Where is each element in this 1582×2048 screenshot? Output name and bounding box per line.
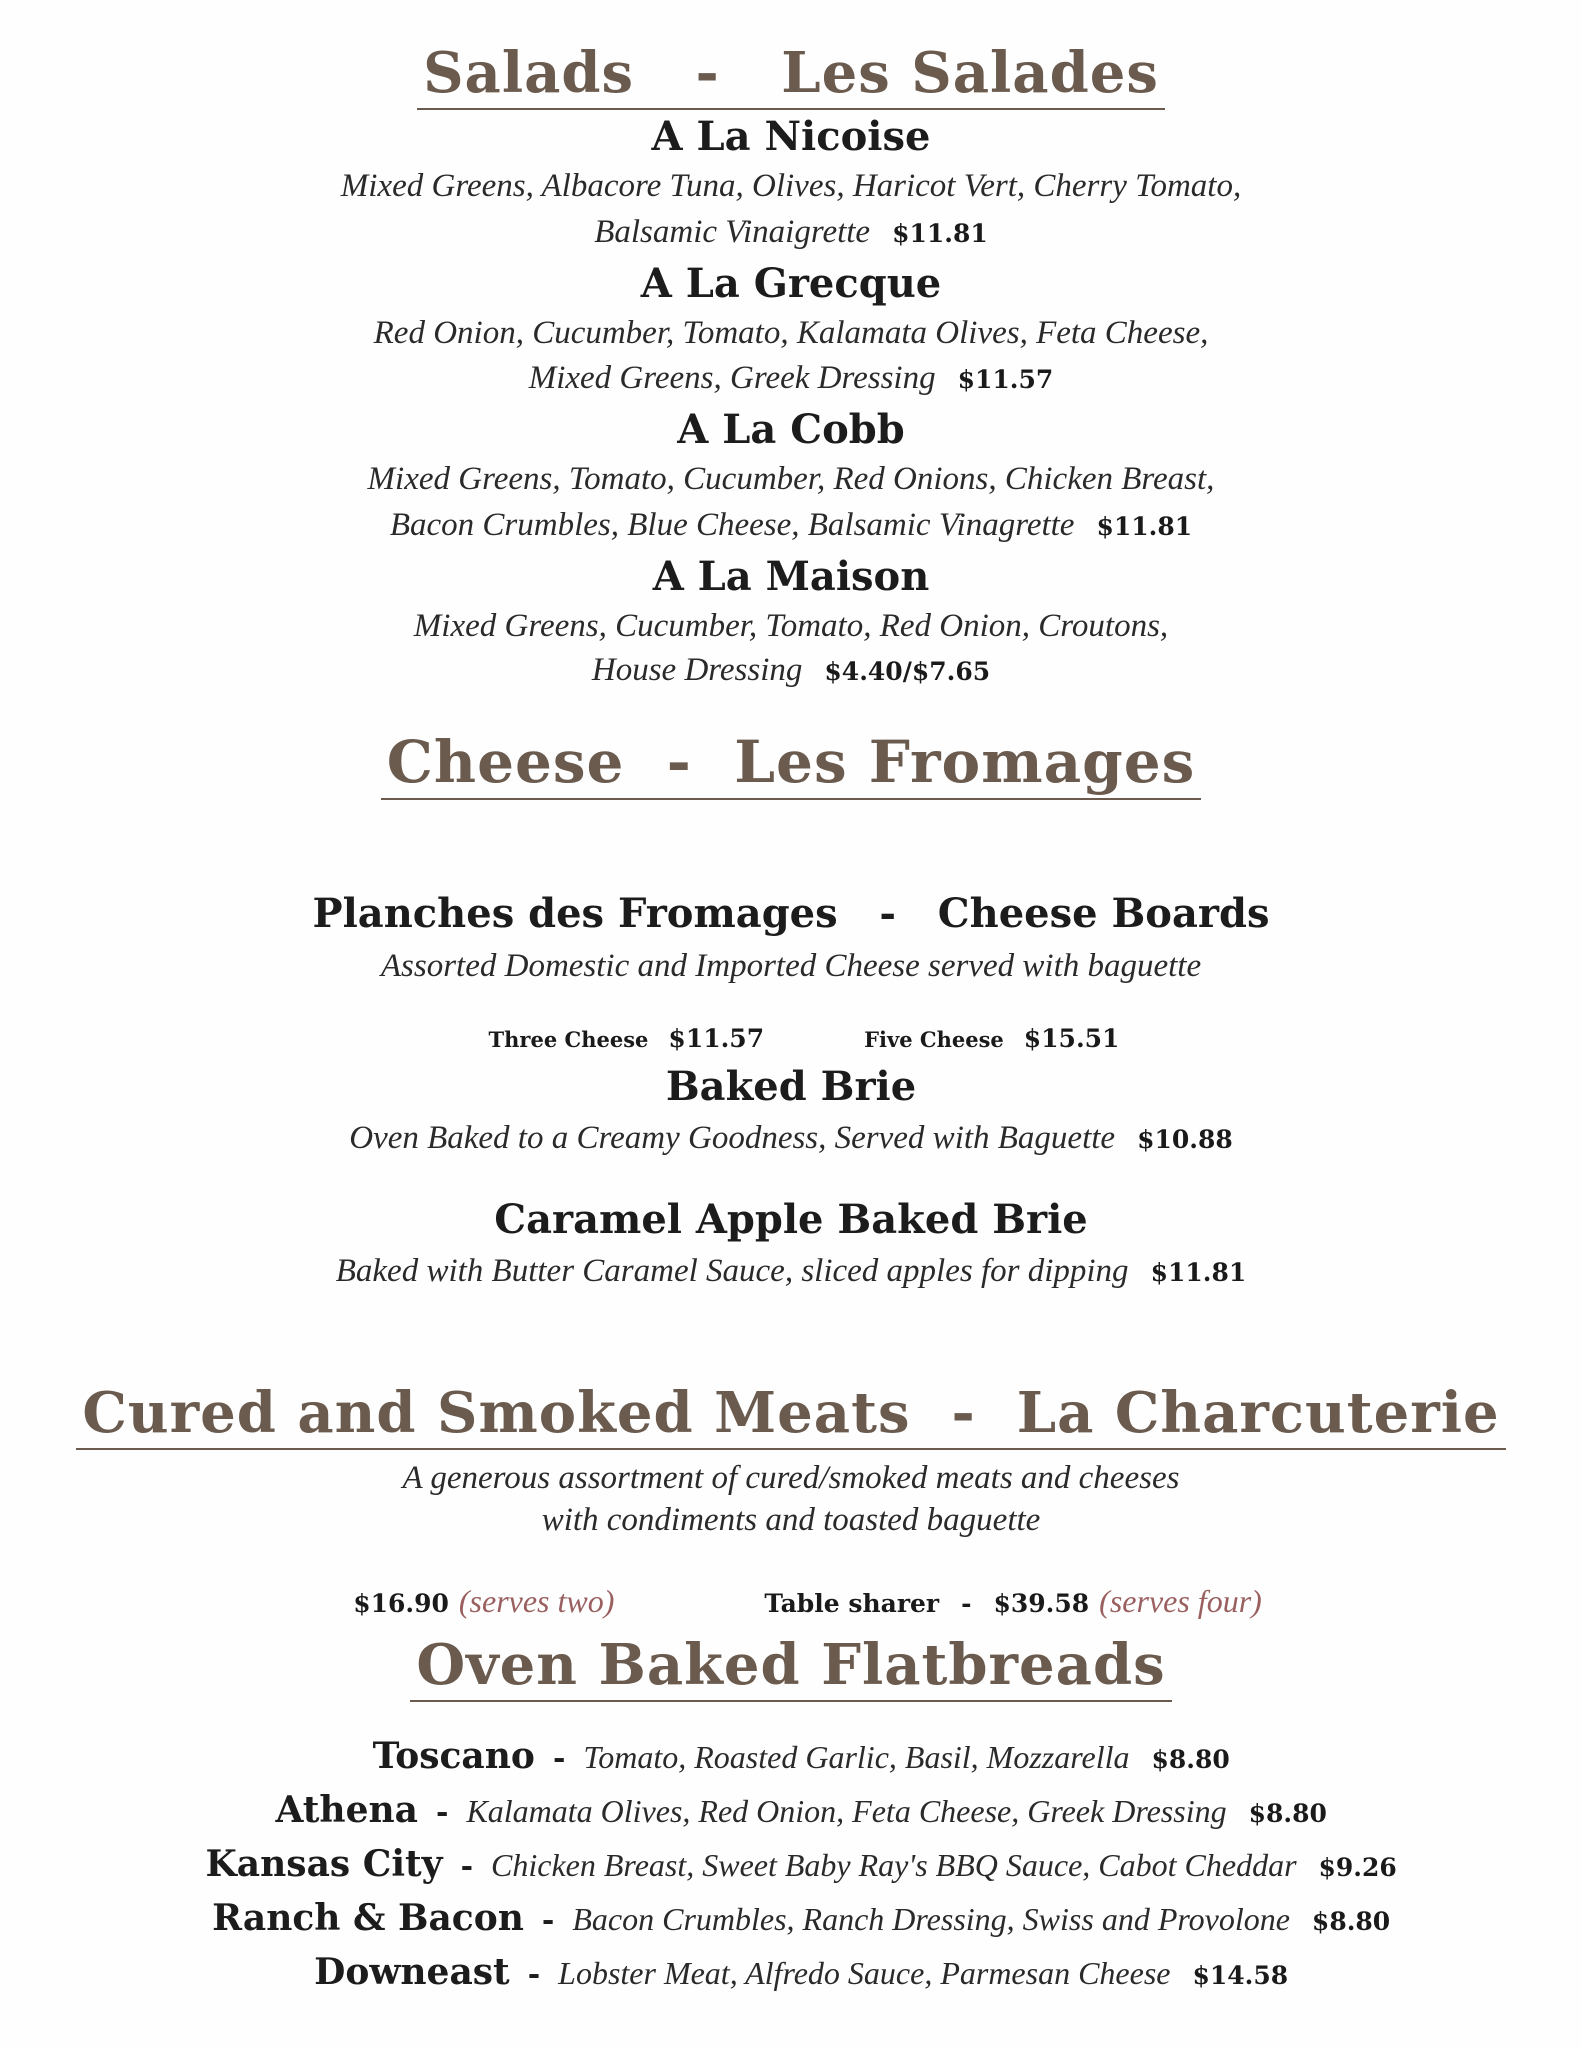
salad-item-price: $11.81 xyxy=(892,219,988,248)
salad-item-desc: Mixed Greens, Cucumber, Tomato, Red Onion, Croutons, xyxy=(413,608,1169,644)
meats-serves-four: (serves four) xyxy=(1099,1583,1262,1619)
salad-item-desc: Red Onion, Cucumber, Tomato, Kalamata Olives, Feta Cheese, xyxy=(373,315,1209,351)
meats-price-two: $16.90 xyxy=(353,1589,449,1618)
salads-section-title xyxy=(0,40,1582,110)
flatbreads-title-text: Oven Baked Flatbreads xyxy=(410,1632,1171,1702)
table-sharer-dash: - xyxy=(961,1589,972,1618)
five-cheese-label: Five Cheese xyxy=(864,1027,1004,1052)
flatbread-dash: - xyxy=(435,1795,449,1830)
salad-item-title: A La Grecque xyxy=(640,260,942,307)
meats-desc: A generous assortment of cured/smoked meats and cheeses xyxy=(402,1460,1180,1496)
flatbread-desc: Meat, Alfredo Sauce, Parmesan Cheese xyxy=(655,1955,1171,1991)
cheese-boards-desc: Assorted Domestic and Imported Cheese served with baguette xyxy=(380,948,1202,984)
caramel-brie-desc xyxy=(0,1253,1582,1290)
baked-brie-desc xyxy=(0,1120,1582,1157)
flatbread-highlight: Lobster xyxy=(558,1955,656,1991)
salad-item-desc xyxy=(0,652,1582,689)
three-cheese-label: Three Cheese xyxy=(488,1027,649,1052)
flatbread-name: Kansas City xyxy=(205,1843,443,1885)
salad-item-desc xyxy=(0,360,1582,397)
baked-brie-title: Baked Brie xyxy=(665,1063,917,1110)
cheese-section-title xyxy=(0,728,1582,800)
salad-item-price: $11.81 xyxy=(1096,512,1193,541)
caramel-brie-title: Caramel Apple Baked Brie xyxy=(494,1196,1088,1243)
cheese-boards-title: Planches des Fromages - Cheese Boards xyxy=(312,890,1270,937)
salad-item-desc xyxy=(0,214,1582,251)
flatbread-desc: Tomato, Roasted Garlic, Basil, Mozzarella xyxy=(583,1739,1130,1775)
flatbread-dash: - xyxy=(527,1957,541,1992)
meats-title-text: Cured and Smoked Meats - La Charcuterie xyxy=(76,1380,1505,1450)
salad-item-title: A La Maison xyxy=(652,553,930,600)
salad-item-desc: Mixed Greens, Tomato, Cucumber, Red Onions, Chicken Breast, xyxy=(367,461,1215,497)
salad-item-desc xyxy=(0,507,1582,544)
baked-brie-desc-text: Oven Baked to a Creamy Goodness, Served with Baguette xyxy=(349,1120,1116,1156)
salad-item-desc-line2: House Dressing xyxy=(591,652,803,688)
flatbread-price: $14.58 xyxy=(1192,1961,1289,1990)
flatbread-desc: Bacon Crumbles, Ranch Dressing, Swiss and Provolone xyxy=(572,1901,1290,1937)
flatbread-name: Ranch & Bacon xyxy=(212,1897,524,1939)
flatbread-name: Athena xyxy=(275,1789,418,1831)
salad-item-title: A La Cobb xyxy=(677,406,905,453)
flatbread-desc: Kalamata Olives, Red Onion, Feta Cheese, Greek Dressing xyxy=(466,1793,1227,1829)
flatbread-price: $9.26 xyxy=(1318,1853,1397,1882)
three-cheese-price: $11.57 xyxy=(668,1024,765,1053)
salad-item-desc-line2: Mixed Greens, Greek Dressing xyxy=(528,360,936,396)
flatbread-dash: - xyxy=(552,1741,566,1776)
flatbread-price: $8.80 xyxy=(1311,1907,1391,1936)
meats-price-four: $39.58 xyxy=(993,1589,1090,1618)
caramel-brie-price: $11.81 xyxy=(1150,1258,1247,1287)
baked-brie-price: $10.88 xyxy=(1137,1125,1233,1154)
meats-section-title xyxy=(0,1380,1582,1450)
caramel-brie-desc-text: Baked with Butter Caramel Sauce, sliced apples for dipping xyxy=(335,1253,1129,1289)
flatbreads-section-title xyxy=(0,1632,1582,1702)
flatbread-name: Downeast xyxy=(314,1951,510,1993)
flatbread-row xyxy=(0,1932,1582,2012)
salad-item-price: $4.40/$7.65 xyxy=(824,657,991,686)
meats-desc: with condiments and toasted baguette xyxy=(541,1502,1041,1538)
salad-item-desc: Mixed Greens, Albacore Tuna, Olives, Haricot Vert, Cherry Tomato, xyxy=(340,168,1242,204)
flatbread-dash: - xyxy=(460,1849,474,1884)
salad-item-price: $11.57 xyxy=(957,365,1054,394)
salad-item-desc-line2: Bacon Crumbles, Blue Cheese, Balsamic Vinagrette xyxy=(389,507,1075,543)
cheese-title-text: Cheese - Les Fromages xyxy=(381,728,1202,800)
flatbread-dash: - xyxy=(541,1903,555,1938)
salad-item-desc-line2: Balsamic Vinaigrette xyxy=(594,214,871,250)
flatbread-desc: Chicken Breast, Sweet Baby Ray's BBQ Sauce, Cabot Cheddar xyxy=(491,1847,1297,1883)
flatbread-price: $8.80 xyxy=(1248,1799,1327,1828)
flatbread-price: $8.80 xyxy=(1151,1745,1230,1774)
flatbread-name: Toscano xyxy=(372,1735,535,1777)
salad-item-title: A La Nicoise xyxy=(651,113,931,160)
five-cheese-price: $15.51 xyxy=(1023,1024,1120,1053)
salads-title-text: Salads - Les Salades xyxy=(417,40,1165,110)
meats-serves-two: (serves two) xyxy=(458,1583,615,1619)
table-sharer-label: Table sharer xyxy=(764,1589,940,1618)
